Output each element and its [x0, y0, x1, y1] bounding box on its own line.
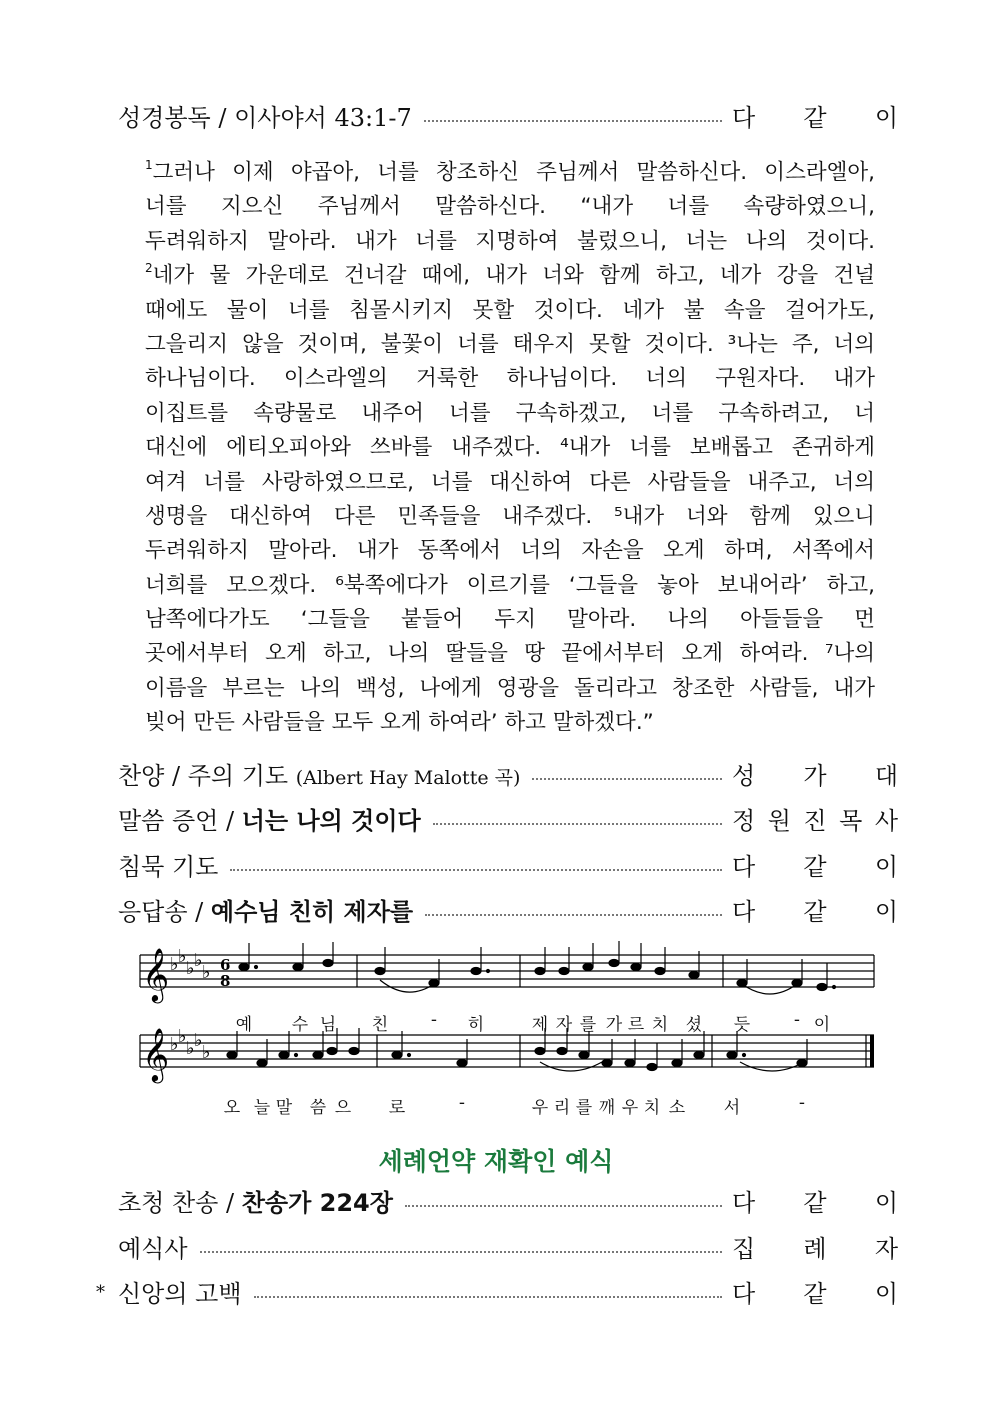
lyric-syllable: 가 — [605, 1015, 623, 1035]
order-row-hymn — [118, 755, 898, 791]
lyric-syllable: 셨 — [685, 1015, 703, 1035]
lyric-syllable: 서 — [723, 1098, 741, 1118]
scripture-line — [145, 466, 875, 500]
scripture-line — [145, 156, 875, 190]
lyric-syllable: 이 — [813, 1015, 831, 1035]
dot-leader — [532, 778, 722, 780]
svg-text:8: 8 — [220, 972, 231, 990]
row-performer: 다 같 이 — [732, 852, 898, 881]
order-row-response-song — [118, 891, 898, 927]
lyric-syllable: 우 — [531, 1098, 549, 1118]
verse-text: 이름을 부르는 나의 백성, 나에게 영광을 돌리라고 창조한 사람들, 내가 — [145, 675, 875, 701]
dot-leader — [230, 869, 722, 871]
verse-number: 1 — [145, 158, 153, 172]
lyric-syllable: 치 — [651, 1015, 669, 1035]
row-label: 말씀 증언 / 너는 나의 것이다 — [118, 806, 421, 835]
scripture-line — [145, 603, 875, 637]
svg-text:♭: ♭ — [170, 1034, 179, 1055]
verse-text: 빚어 만든 사람들을 모두 오게 하여라’ 하고 말하겠다.” — [145, 710, 654, 736]
verse-text: 두려워하지 말아라. 내가 너를 지명하여 불렀으니, 너는 나의 것이다. — [145, 228, 875, 254]
order-row-silent-prayer — [118, 846, 898, 882]
svg-text:6: 6 — [220, 956, 231, 974]
svg-text:♭: ♭ — [202, 1042, 211, 1063]
lyric-syllable: 수 — [291, 1015, 309, 1035]
order-row-sermon — [118, 800, 898, 836]
order-row-ceremony-words — [118, 1228, 898, 1264]
verse-text: 남쪽에다가도 ‘그들을 붙들어 두지 말아라. 나의 아들들을 먼 — [145, 607, 875, 633]
row-performer: 정 원 진 목 사 — [732, 806, 898, 835]
verse-text: 하나님이다. 이스라엘의 거룩한 하나님이다. 너의 구원자다. 내가 — [145, 366, 875, 392]
row-label: 침묵 기도 — [118, 852, 219, 881]
row-performer: 성 가 대 — [732, 761, 898, 790]
lyric-syllable: - — [458, 1093, 466, 1113]
scripture-line — [145, 294, 875, 328]
scripture-line — [145, 534, 875, 568]
scripture-line — [145, 259, 875, 293]
scripture-line — [145, 706, 875, 740]
lyric-syllable: - — [793, 1010, 801, 1030]
verse-text: 곳에서부터 오게 하고, 나의 딸들을 땅 끝에서부터 오게 하여라. ⁷나의 — [145, 641, 875, 667]
lyric-syllable: - — [430, 1010, 438, 1030]
lyric-syllable: 늘 — [253, 1098, 271, 1118]
row-label: 찬양 / 주의 기도 (Albert Hay Malotte 곡) — [118, 761, 521, 790]
lyric-syllable: 자 — [555, 1015, 573, 1035]
lyric-syllable: 오 — [223, 1098, 241, 1118]
row-performer: 다 같 이 — [732, 103, 898, 132]
lyric-syllable: 깨 — [598, 1098, 616, 1118]
row-label: 신앙의 고백 — [118, 1279, 242, 1308]
svg-text:♭: ♭ — [170, 954, 179, 975]
order-row-creed — [118, 1273, 898, 1309]
section-title: 세례언약 재확인 예식 — [378, 1147, 614, 1176]
lyric-syllable: 님 — [319, 1015, 337, 1035]
dot-leader — [405, 1205, 722, 1207]
dot-leader — [200, 1251, 722, 1253]
lyric-syllable: 리 — [553, 1098, 571, 1118]
verse-text: 너를 지으신 주님께서 말씀하신다. “내가 너를 속량하였으니, — [145, 194, 875, 220]
row-label: 응답송 / 예수님 친히 제자를 — [118, 897, 414, 926]
scripture-text — [145, 156, 875, 741]
dot-leader — [425, 914, 722, 916]
scripture-line — [145, 569, 875, 603]
svg-text:♭: ♭ — [194, 950, 203, 971]
lyric-syllable: 으 — [334, 1098, 352, 1118]
verse-text: 대신에 에티오피아와 쓰바를 내주겠다. ⁴내가 너를 보배롭고 존귀하게 — [145, 435, 875, 461]
verse-text: 그을리지 않을 것이며, 불꽃이 너를 태우지 못할 것이다. ³나는 주, 너의 — [145, 331, 875, 357]
verse-text: 때에도 물이 너를 침몰시키지 못할 것이다. 네가 불 속을 걸어가도, — [145, 297, 875, 323]
row-performer: 다 같 이 — [732, 1279, 898, 1308]
lyric-syllable: 를 — [579, 1015, 597, 1035]
svg-text:♭: ♭ — [178, 946, 187, 967]
order-row-scripture-reading — [118, 97, 898, 133]
lyric-syllable: 제 — [531, 1015, 549, 1035]
scripture-line — [145, 672, 875, 706]
svg-text:♭: ♭ — [186, 958, 195, 979]
verse-text: 너희를 모으겠다. ⁶북쪽에다가 이르기를 ‘그들을 놓아 보내어라’ 하고, — [145, 572, 875, 598]
verse-text: 이집트를 속량물로 내주어 너를 구속하겠고, 너를 구속하려고, 너 — [145, 400, 875, 426]
row-performer: 다 같 이 — [732, 1188, 898, 1217]
svg-text:♭: ♭ — [186, 1038, 195, 1059]
row-performer: 집 례 자 — [732, 1234, 898, 1263]
order-row-opening-hymn — [118, 1182, 898, 1218]
svg-text:♭: ♭ — [194, 1030, 203, 1051]
lyric-syllable: 를 — [575, 1098, 593, 1118]
dot-leader — [424, 120, 722, 122]
lyric-syllable: 씀 — [309, 1098, 327, 1118]
scripture-line — [145, 225, 875, 259]
lyric-syllable: 소 — [668, 1098, 686, 1118]
verse-text: 여겨 너를 사랑하였으므로, 너를 대신하여 다른 사람들을 내주고, 너의 — [145, 469, 875, 495]
lyric-syllable: 친 — [371, 1015, 389, 1035]
verse-text: 그러나 이제 야곱아, 너를 창조하신 주님께서 말씀하신다. 이스라엘아, — [152, 160, 875, 185]
scripture-line — [145, 500, 875, 534]
lyric-syllable: 로 — [388, 1098, 406, 1118]
row-label: 예식사 — [118, 1234, 188, 1263]
lyric-syllable: 말 — [275, 1098, 293, 1118]
lyric-syllable: - — [798, 1093, 806, 1113]
verse-text: 생명을 대신하여 다른 민족들을 내주겠다. ⁵내가 너와 함께 있으니 — [145, 503, 875, 529]
lyric-syllable: 예 — [235, 1015, 253, 1035]
svg-text:𝄞: 𝄞 — [142, 1027, 170, 1081]
lyric-syllable: 히 — [467, 1015, 485, 1035]
dot-leader — [433, 823, 722, 825]
row-label: 성경봉독 / 이사야서 43:1-7 — [118, 103, 412, 132]
svg-text:♭: ♭ — [178, 1026, 187, 1047]
verse-text: 네가 물 가운데로 건너갈 때에, 내가 너와 함께 하고, 네가 강을 건널 — [152, 263, 875, 289]
standing-marker: * — [96, 1282, 105, 1303]
scripture-line — [145, 637, 875, 671]
row-performer: 다 같 이 — [732, 897, 898, 926]
lyric-syllable: 치 — [643, 1098, 661, 1118]
verse-number: 2 — [145, 261, 153, 276]
scripture-line — [145, 362, 875, 396]
scripture-line — [145, 431, 875, 465]
row-label: 초청 찬송 / 찬송가 224장 — [118, 1188, 393, 1217]
lyric-syllable: 르 — [627, 1015, 645, 1035]
lyric-syllable: 우 — [621, 1098, 639, 1118]
dot-leader — [254, 1296, 722, 1298]
scripture-line — [145, 328, 875, 362]
scripture-line — [145, 397, 875, 431]
svg-text:𝄞: 𝄞 — [142, 947, 170, 1001]
scripture-line — [145, 190, 875, 224]
verse-text: 두려워하지 말아라. 내가 동쪽에서 너의 자손을 오게 하며, 서쪽에서 — [145, 538, 875, 564]
lyric-syllable: 듯 — [733, 1015, 751, 1035]
svg-text:♭: ♭ — [202, 962, 211, 983]
